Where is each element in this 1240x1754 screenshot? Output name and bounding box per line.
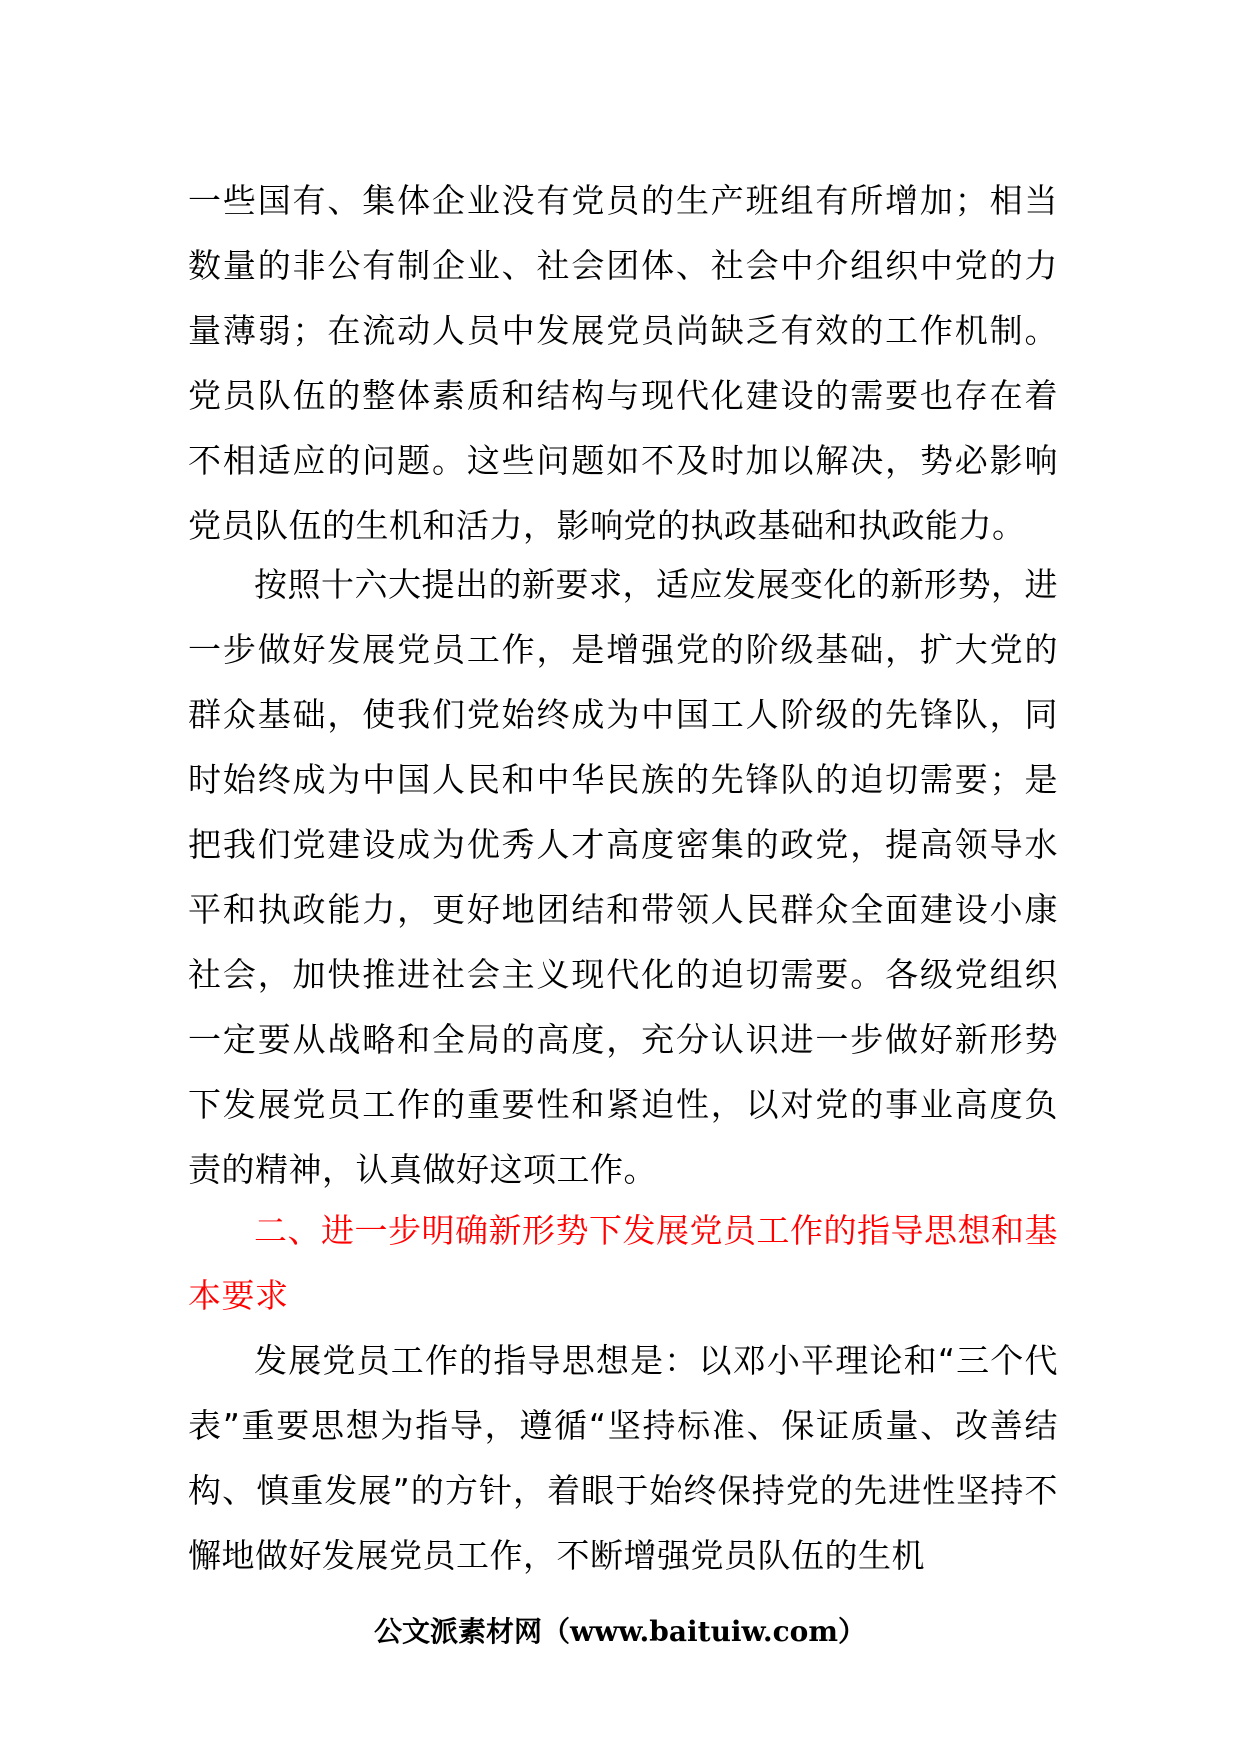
footer-source: 公文派素材网（www.baituiw.com） [374,1615,866,1648]
body-paragraph-requirements: 按照十六大提出的新要求，适应发展变化的新形势，进一步做好发展党员工作，是增强党的阶级基础，扩大党的群众基础，使我们党始终成为中国工人阶级的先锋队，同时始终成为中国人民和中华民族的先锋队的迫切需要；是把我们党建设成为优秀人才高度密集的政党，提高领导水平和执政能力，更好地团结和带领人民群众全面建设小康社会，加快推进社会主义现代化的迫切需要。各级党组织一定要从战略和全局的高度，充分认识进一步做好新形势下发展党员工作的重要性和紧迫性，以对党的事业高度负责的精神，认真做好这项工作。 [188,565,1058,1189]
body-paragraph-guiding-thought: 发展党员工作的指导思想是：以邓小平理论和“三个代表”重要思想为指导，遵循“坚持标准、保证质量、改善结构、慎重发展”的方针，着眼于始终保持党的先进性坚持不懈地做好发展党员工作，不断增强党员队伍的生机 [188,1341,1058,1575]
body-paragraph-continued: 一些国有、集体企业没有党员的生产班组有所增加；相当数量的非公有制企业、社会团体、社会中介组织中党的力量薄弱；在流动人员中发展党员尚缺乏有效的工作机制。党员队伍的整体素质和结构与现代化建设的需要也存在着不相适应的问题。这些问题如不及时加以解决，势必影响党员队伍的生机和活力，影响党的执政基础和执政能力。 [188,181,1058,545]
section-heading: 二、进一步明确新形势下发展党员工作的指导思想和基本要求 [188,1211,1058,1315]
